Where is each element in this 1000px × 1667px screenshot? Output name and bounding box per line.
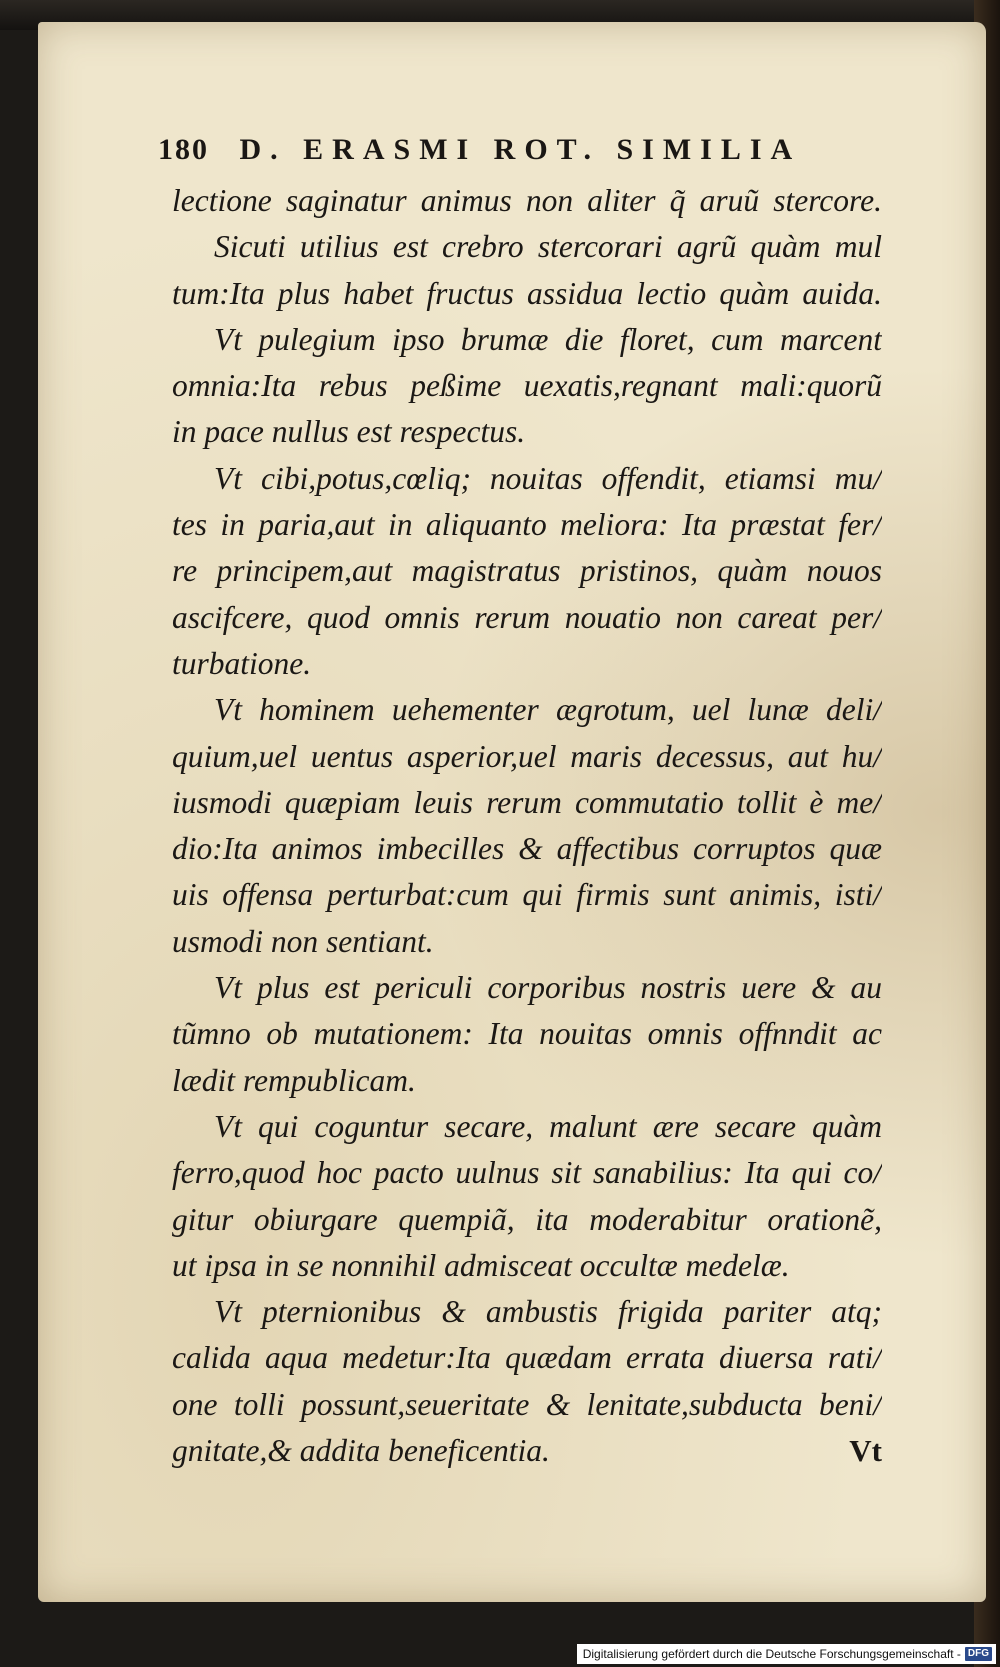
text-line: ferro,quod hoc pacto uulnus sit sanabilius: Ita qui co/	[172, 1155, 882, 1191]
text-line: Vt pternionibus & ambustis frigida pariter atq;	[214, 1294, 882, 1330]
text-line: gnitate,& addita beneficentia.	[172, 1433, 550, 1469]
text-line: tũmno ob mutationem: Ita nouitas omnis offnndit ac	[172, 1016, 882, 1052]
text-line: Vt plus est periculi corporibus nostris uere & au	[214, 970, 882, 1006]
text-line: gitur obiurgare quempiã, ita moderabitur orationẽ,	[172, 1201, 882, 1237]
text-line: re principem,aut magistratus pristinos, quàm nouos	[172, 553, 882, 589]
text-line: Sicuti utilius est crebro stercorari agrũ quàm mul	[214, 229, 882, 265]
catchword: Vt	[849, 1433, 882, 1469]
text-line: dio:Ita animos imbecilles & affectibus corruptos quæ	[172, 831, 882, 867]
text-line: omnia:Ita rebus peßime uexatis,regnant mali:quorũ	[172, 368, 882, 404]
text-line: uis offensa perturbat:cum qui firmis sunt animis, isti/	[172, 877, 882, 913]
text-line: lædit rempublicam.	[172, 1062, 416, 1098]
text-line: tes in paria,aut in aliquanto meliora: Ita præstat fer/	[172, 507, 882, 543]
body-text	[172, 178, 882, 1474]
running-head	[158, 133, 918, 167]
running-title: D. ERASMI ROT. SIMILIA	[239, 133, 802, 166]
text-line: one tolli possunt,seueritate & lenitate,subducta beni/	[172, 1386, 882, 1422]
text-line: lectione saginatur animus non aliter q̃ aruũ stercore.	[172, 183, 882, 218]
page-number: 180	[158, 133, 209, 166]
credit-text: Digitalisierung gefördert durch die Deutsche Forschungsgemeinschaft -	[582, 1647, 961, 1661]
text-line: ut ipsa in se nonnihil admisceat occultæ medelæ.	[172, 1247, 790, 1283]
text-line: in pace nullus est respectus.	[172, 414, 526, 450]
text-line: tum:Ita plus habet fructus assidua lectio quàm auida.	[172, 275, 882, 311]
text-line: Vt hominem uehementer ægrotum, uel lunæ deli/	[214, 692, 882, 728]
text-line: turbatione.	[172, 645, 312, 681]
text-line: iusmodi quæpiam leuis rerum commutatio tollit è me/	[172, 784, 882, 820]
text-line: Vt pulegium ipso brumæ die floret, cum marcent	[214, 321, 882, 357]
text-line: Vt qui coguntur secare, malunt ære secare quàm	[214, 1108, 882, 1144]
text-line-with-catchword	[172, 1428, 882, 1474]
digitization-credit	[577, 1644, 996, 1664]
text-line: calida aqua medetur:Ita quædam errata diuersa rati/	[172, 1340, 882, 1376]
dfg-logo: DFG	[965, 1647, 992, 1661]
text-line: quium,uel uentus asperior,uel maris decessus, aut hu/	[172, 738, 882, 774]
text-line: Vt cibi,potus,cœliq; nouitas offendit, etiamsi mu/	[214, 460, 882, 496]
text-line: usmodi non sentiant.	[172, 923, 434, 959]
text-line: ascifcere, quod omnis rerum nouatio non careat per/	[172, 599, 882, 635]
